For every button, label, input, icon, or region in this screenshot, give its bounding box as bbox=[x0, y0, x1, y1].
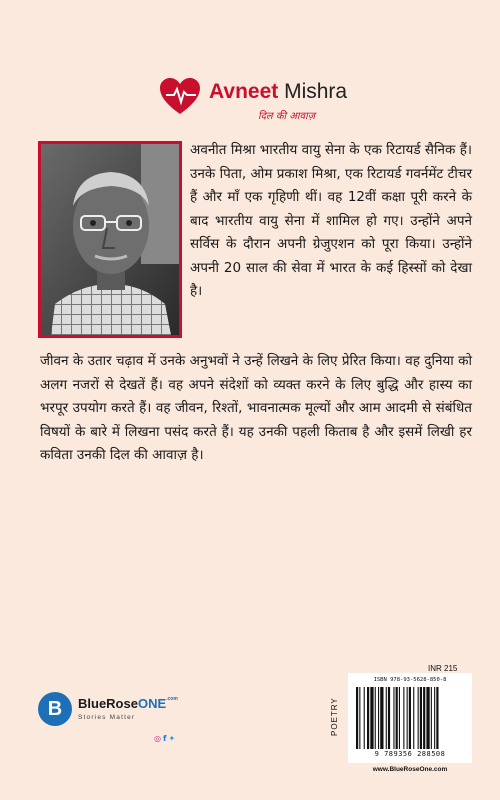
publisher-logo bbox=[38, 692, 198, 742]
author-photo bbox=[38, 141, 182, 338]
publisher-tagline: Stories Matter bbox=[78, 714, 136, 721]
barcode-number: 9 789356 288508 bbox=[374, 750, 446, 758]
logo-first-name: Avneet bbox=[209, 80, 279, 103]
heart-pulse-icon bbox=[160, 78, 200, 116]
author-logo bbox=[0, 76, 500, 126]
price-label: INR 215 bbox=[428, 664, 458, 673]
isbn-barcode-panel bbox=[348, 673, 472, 763]
author-bio-intro: अवनीत मिश्रा भारतीय वायु सेना के एक रिटायर्ड सैनिक हैं। उनके पिता, ओम प्रकाश मिश्रा, एक रिटायर्ड गवर्नमेंट टीचर हैं और माँ एक गृहिणी थीं। वह 12वीं कक्षा पूरी करने के बाद भारतीय वायु सेना में शामिल हो गए। उन्होंने अपने सर्विस के दौरान अपनी ग्रेजुएशन को पूरा किया। उन्होंने अपनी 20 साल की सेवा में भारत के कई हिस्सों को देखा है। bbox=[190, 142, 472, 299]
author-bio-continued: जीवन के उतार चढ़ाव में उनके अनुभवों ने उन्हें लिखने के लिए प्रेरित किया। वह दुनिया को अलग नजरों से देखतें हैं। वह अपने संदेशों को व्यक्त करने के लिए बुद्धि और हास्य का भरपूर उपयोग करते हैं। वह जीवन, रिश्तों, भावनात्मक मूल्यों और आम आदमी से संबंधित विषयों के बारे में लिखना पसंद करते हैं। यह उनकी पहली किताब है और इसमें लिखी हर कविता उनकी दिल की आवाज़ है। bbox=[40, 353, 472, 463]
logo-last-name: Mishra bbox=[284, 80, 348, 103]
publisher-name-part2: ONE bbox=[137, 696, 167, 711]
logo-author-name bbox=[209, 80, 347, 104]
twitter-icon[interactable]: ✦ bbox=[168, 734, 176, 743]
publisher-name-part1: BlueRose bbox=[78, 696, 138, 711]
publisher-name-suffix: .com bbox=[166, 696, 178, 702]
logo-tagline: दिल की आवाज़ bbox=[258, 111, 316, 122]
social-icons bbox=[154, 726, 177, 743]
publisher-name bbox=[78, 696, 178, 711]
genre-label: POETRY bbox=[330, 697, 339, 736]
barcode-icon bbox=[356, 687, 464, 749]
publisher-website[interactable]: www.BlueRoseOne.com bbox=[372, 766, 448, 773]
instagram-icon[interactable]: ◎ bbox=[154, 734, 161, 743]
isbn-label: ISBN 978-93-5628-850-8 bbox=[373, 677, 447, 683]
facebook-icon[interactable]: f bbox=[162, 734, 167, 743]
publisher-b-icon: B bbox=[38, 692, 72, 726]
